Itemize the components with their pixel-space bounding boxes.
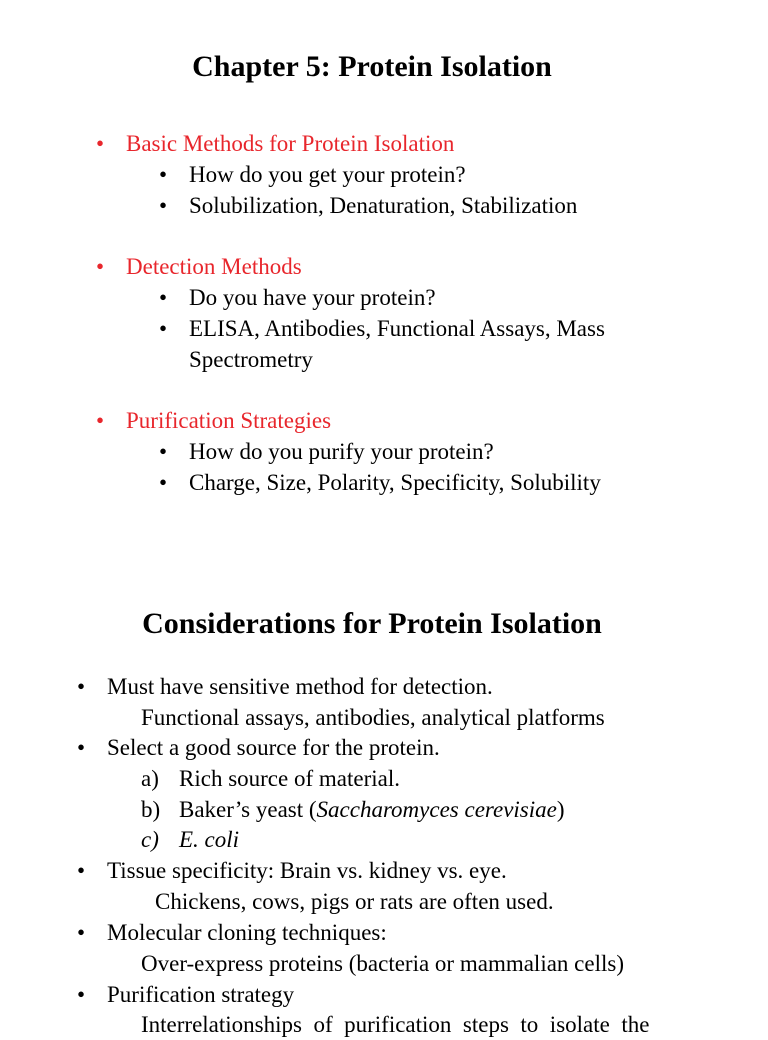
bullet-marker: • (159, 316, 168, 341)
sub-item: Functional assays, antibodies, analytical platforms (141, 705, 605, 730)
bullet-marker: • (159, 439, 168, 464)
list-item: Must have sensitive method for detection. (107, 674, 493, 699)
list-item: Charge, Size, Polarity, Specificity, Solubility (189, 470, 601, 495)
bullet-marker: • (77, 735, 86, 760)
bullet-marker: • (96, 254, 105, 279)
list-item: Select a good source for the protein. (107, 735, 440, 760)
list-item: How do you purify your protein? (189, 439, 494, 464)
bullet-marker: • (77, 920, 86, 945)
list-item: Purification strategy (107, 982, 295, 1007)
sub-item: Rich source of material. (179, 766, 400, 791)
bullet-marker: • (159, 193, 168, 218)
section-heading-purification-strategies: Purification Strategies (126, 408, 332, 433)
section-heading-detection-methods: Detection Methods (126, 254, 302, 279)
list-item-continuation: Spectrometry (189, 347, 313, 372)
section-heading-basic-methods: Basic Methods for Protein Isolation (126, 131, 455, 156)
list-item: ELISA, Antibodies, Functional Assays, Mass (189, 316, 605, 341)
sub-item-text: ) (556, 797, 565, 822)
list-item: Molecular cloning techniques: (107, 920, 387, 945)
sub-item: Over-express proteins (bacteria or mammalian cells) (141, 951, 624, 976)
bullet-marker: • (159, 162, 168, 187)
bullet-marker: • (96, 131, 105, 156)
bullet-marker: • (77, 982, 86, 1007)
sub-item-marker: a) (141, 766, 159, 791)
list-item: Solubilization, Denaturation, Stabilization (189, 193, 578, 218)
sub-item-cut-off: Interrelationships of purification steps to isolate the (141, 1012, 650, 1037)
sub-item: Chickens, cows, pigs or rats are often used. (155, 889, 554, 914)
sub-item-marker: b) (141, 797, 161, 822)
bullet-marker: • (96, 408, 105, 433)
bullet-marker: • (159, 285, 168, 310)
bullet-marker: • (77, 674, 86, 699)
sub-item-marker: c) (141, 827, 159, 852)
slide-title-chapter-5: Chapter 5: Protein Isolation (192, 50, 552, 83)
bullet-marker: • (77, 858, 86, 883)
list-item: Tissue specificity: Brain vs. kidney vs. eye. (107, 858, 507, 883)
sub-item-ecoli: E. coli (179, 827, 240, 852)
list-item: How do you get your protein? (189, 162, 466, 187)
sub-item-text: Baker’s yeast ( (179, 797, 317, 822)
list-item: Do you have your protein? (189, 285, 436, 310)
species-name: Saccharomyces cerevisiae (316, 797, 557, 822)
slide-title-considerations: Considerations for Protein Isolation (142, 607, 602, 640)
bullet-marker: • (159, 470, 168, 495)
sub-item-yeast (179, 795, 565, 825)
